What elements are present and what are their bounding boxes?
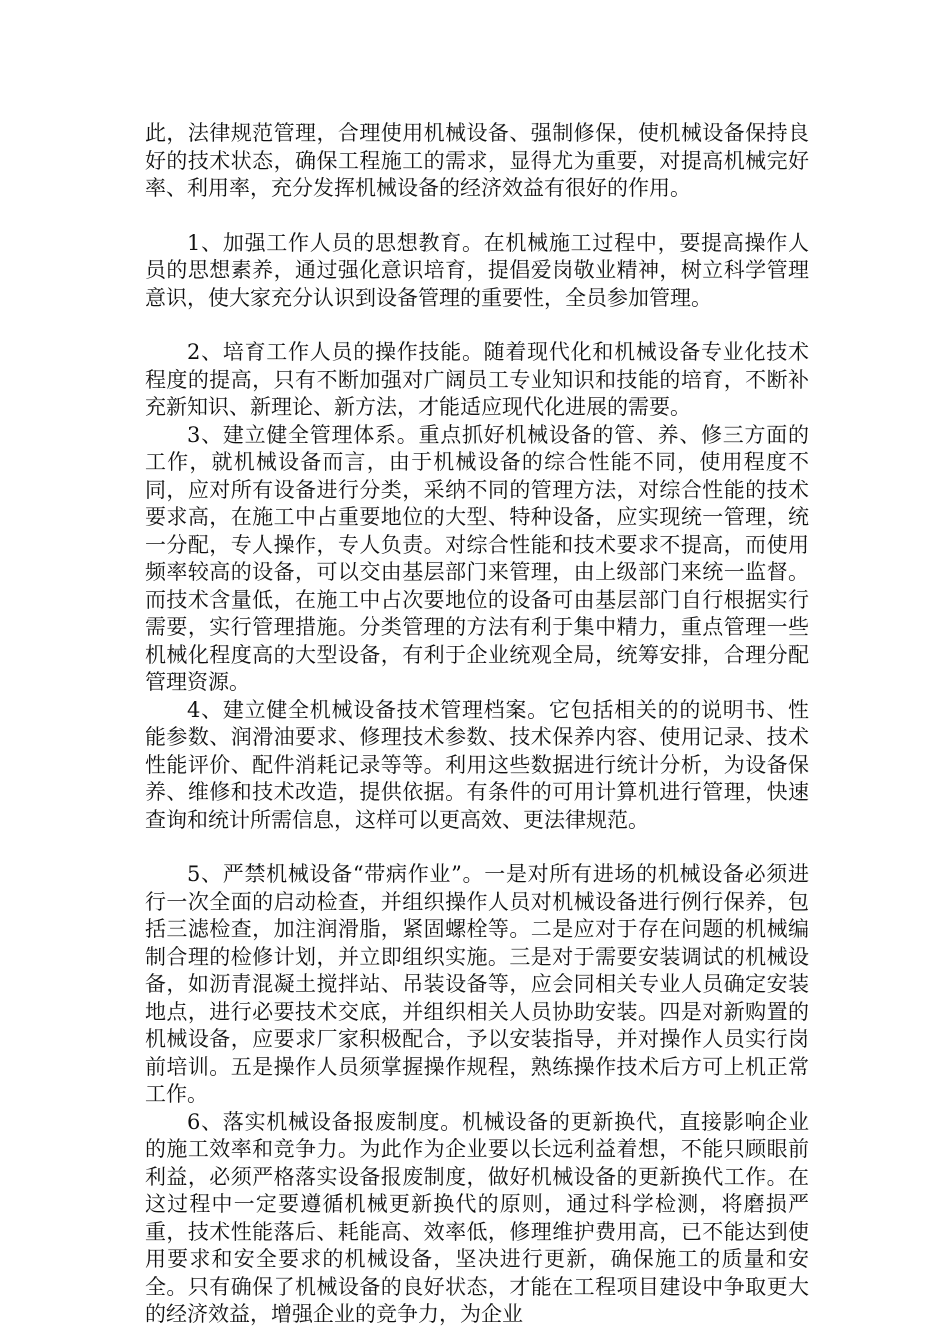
paragraph-item-6: 6、落实机械设备报废制度。机械设备的更新换代，直接影响企业的施工效率和竞争力。为此作为企业要以长远利益着想，不能只顾眼前利益，必须严格落实设备报废制度，做好机械设备的更新换代工作。在这过程中一定要遵循机械更新换代的原则，通过科学检测，将磨损严重，技术性能落后、耗能高、效率低，修理维护费用高，已不能达到使用要求和安全要求的机械设备，坚决进行更新，确保施工的质量和安全。只有确保了机械设备的良好状态，才能在工程项目建设中争取更大的经济效益，增强企业的竞争力，为企业	[145, 1109, 809, 1326]
document-body	[145, 120, 809, 1329]
paragraph-item-1: 1、加强工作人员的思想教育。在机械施工过程中，要提高操作人员的思想素养，通过强化意识培育，提倡爱岗敬业精神，树立科学管理意识，使大家充分认识到设备管理的重要性，全员参加管理。	[145, 230, 809, 310]
paragraph-item-2: 2、培育工作人员的操作技能。随着现代化和机械设备专业化技术程度的提高，只有不断加强对广阔员工专业知识和技能的培育，不断补充新知识、新理论、新方法，才能适应现代化进展的需要。	[145, 340, 809, 419]
paragraph-item-5: 5、严禁机械设备“带病作业”。一是对所有进场的机械设备必须进行一次全面的启动检查，并组织操作人员对机械设备进行例行保养，包括三滤检查，加注润滑脂，紧固螺栓等。二是应对于存在问题的机械编制合理的检修计划，并立即组织实施。三是对于需要安装调试的机械设备，如沥青混凝土搅拌站、吊装设备等，应会同相关专业人员确定安装地点，进行必要技术交底，并组织相关人员协助安装。四是对新购置的机械设备，应要求厂家积极配合，予以安装指导，并对操作人员实行岗前培训。五是操作人员须掌握操作规程，熟练操作技术后方可上机正常工作。	[145, 862, 809, 1106]
paragraph-item-4: 4、建立健全机械设备技术管理档案。它包括相关的的说明书、性能参数、润滑油要求、修理技术参数、技术保养内容、使用记录、技术性能评价、配件消耗记录等等。利用这些数据进行统计分析，为设备保养、维修和技术改造，提供依据。有条件的可用计算机进行管理，快速查询和统计所需信息，这样可以更高效、更法律规范。	[145, 697, 809, 832]
paragraph-intro-continuation: 此，法律规范管理，合理使用机械设备、强制修保，使机械设备保持良好的技术状态，确保工程施工的需求，显得尤为重要，对提高机械完好率、利用率，充分发挥机械设备的经济效益有很好的作用。	[145, 121, 809, 200]
paragraph-item-3: 3、建立健全管理体系。重点抓好机械设备的管、养、修三方面的工作，就机械设备而言，由于机械设备的综合性能不同，使用程度不同，应对所有设备进行分类，采纳不同的管理方法，对综合性能的技术要求高，在施工中占重要地位的大型、特种设备，应实现统一管理，统一分配，专人操作，专人负责。对综合性能和技术要求不提高，而使用频率较高的设备，可以交由基层部门来管理，由上级部门来统一监督。而技术含量低，在施工中占次要地位的设备可由基层部门自行根据实行需要，实行管理措施。分类管理的方法有利于集中精力，重点管理一些机械化程度高的大型设备，有利于企业统观全局，统筹安排，合理分配管理资源。	[145, 422, 809, 694]
